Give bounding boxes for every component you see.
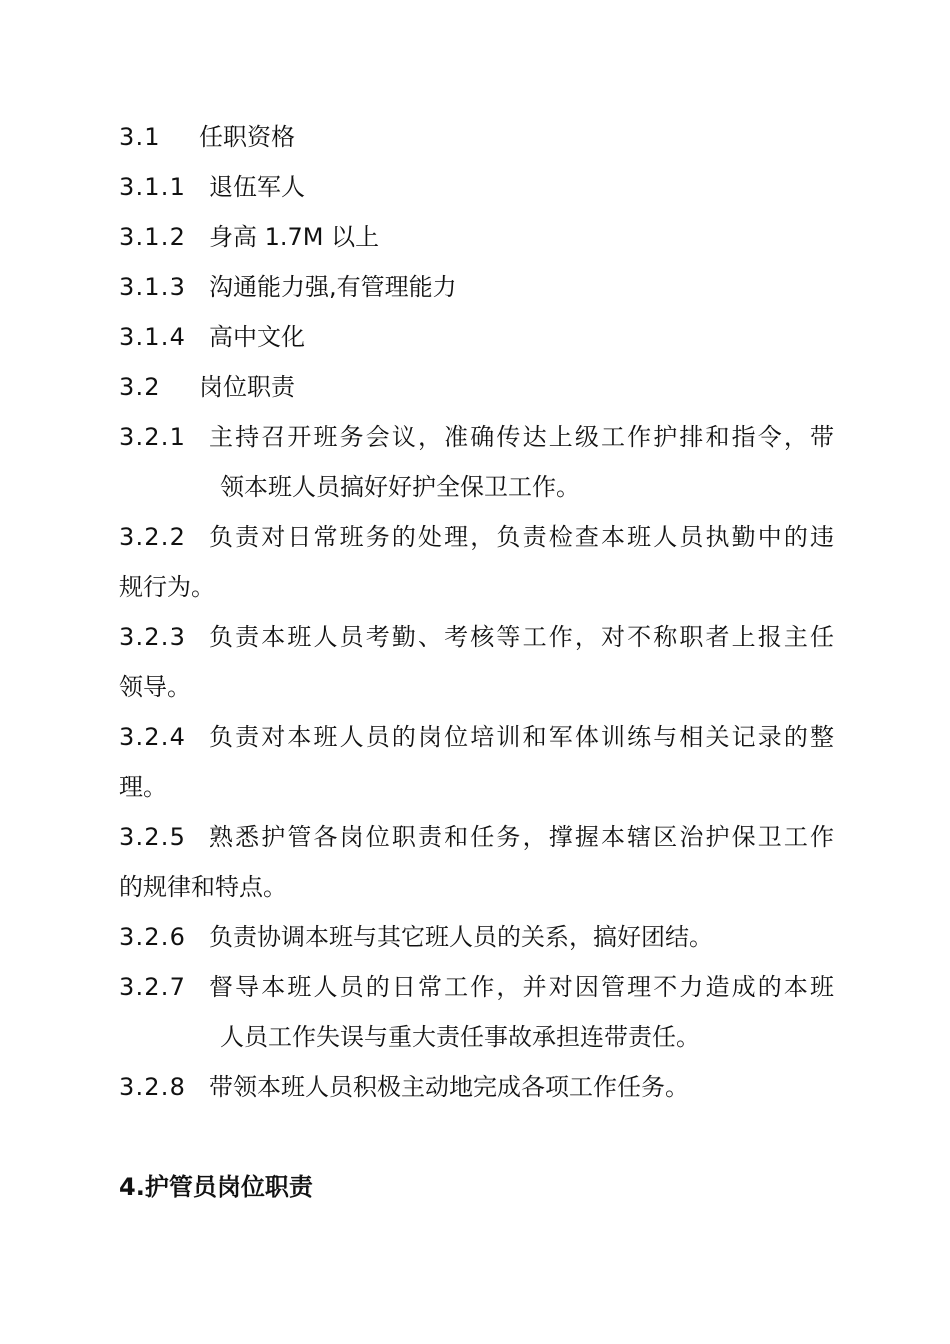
item-3-2-3-continuation — [119, 667, 834, 717]
item-text: 负责协调本班与其它班人员的关系，搞好团结。 — [209, 923, 713, 951]
item-text: 带领本班人员积极主动地完成各项工作任务。 — [209, 1073, 689, 1101]
item-3-2-4 — [119, 717, 834, 767]
item-3-1-1 — [119, 167, 834, 217]
item-3-2-3 — [119, 617, 834, 667]
item-3-1-4 — [119, 317, 834, 367]
item-3-2-1-continuation — [119, 467, 834, 517]
item-number: 3.2.6 — [119, 923, 187, 951]
item-number: 3.1.1 — [119, 173, 187, 201]
item-number: 3.2.7 — [119, 973, 187, 1001]
item-3-2-5-continuation — [119, 867, 834, 917]
item-text: 沟通能力强,有管理能力 — [209, 273, 457, 301]
item-number: 3.2.1 — [119, 423, 187, 451]
item-text-continuation: 规行为。 — [119, 573, 215, 601]
section-3-1 — [119, 117, 834, 167]
item-text: 熟悉护管各岗位职责和任务，撑握本辖区治护保卫工作 — [209, 823, 834, 851]
item-3-2-4-continuation — [119, 767, 834, 817]
item-text: 负责本班人员考勤、考核等工作，对不称职者上报主任 — [209, 623, 834, 651]
section-number: 3.2 — [119, 373, 161, 401]
item-text: 负责对本班人员的岗位培训和军体训练与相关记录的整 — [209, 723, 834, 751]
section-title: 岗位职责 — [199, 373, 295, 401]
item-3-2-5 — [119, 817, 834, 867]
item-text-continuation: 人员工作失误与重大责任事故承担连带责任。 — [220, 1023, 700, 1051]
item-number: 3.2.2 — [119, 523, 187, 551]
spacer — [119, 1117, 834, 1167]
item-3-2-8 — [119, 1067, 834, 1117]
item-number: 3.2.8 — [119, 1073, 187, 1101]
section-title: 任职资格 — [199, 123, 295, 151]
item-number: 3.1.4 — [119, 323, 187, 351]
item-3-2-7 — [119, 967, 834, 1017]
section-3-2 — [119, 367, 834, 417]
item-3-2-1 — [119, 417, 834, 467]
item-number: 3.1.2 — [119, 223, 187, 251]
item-number: 3.2.5 — [119, 823, 187, 851]
item-text: 退伍军人 — [209, 173, 305, 201]
item-text: 负责对日常班务的处理，负责检查本班人员执勤中的违 — [209, 523, 834, 551]
item-text: 主持召开班务会议，准确传达上级工作护排和指令，带 — [209, 423, 834, 451]
item-3-2-2-continuation — [119, 567, 834, 617]
document-body — [119, 117, 834, 1217]
section-number: 3.1 — [119, 123, 161, 151]
item-number: 3.2.4 — [119, 723, 187, 751]
item-3-1-3 — [119, 267, 834, 317]
item-text-continuation: 领导。 — [119, 673, 191, 701]
item-text-continuation: 领本班人员搞好好护全保卫工作。 — [220, 473, 580, 501]
item-3-2-6 — [119, 917, 834, 967]
section-heading: 4.护管员岗位职责 — [119, 1173, 313, 1201]
item-text-continuation: 的规律和特点。 — [119, 873, 287, 901]
item-number: 3.1.3 — [119, 273, 187, 301]
item-text: 高中文化 — [209, 323, 305, 351]
item-number: 3.2.3 — [119, 623, 187, 651]
item-text: 身高 1.7M 以上 — [209, 223, 380, 251]
item-3-1-2 — [119, 217, 834, 267]
item-text: 督导本班人员的日常工作，并对因管理不力造成的本班 — [209, 973, 834, 1001]
item-3-2-7-continuation — [119, 1017, 834, 1067]
item-3-2-2 — [119, 517, 834, 567]
item-text-continuation: 理。 — [119, 773, 167, 801]
